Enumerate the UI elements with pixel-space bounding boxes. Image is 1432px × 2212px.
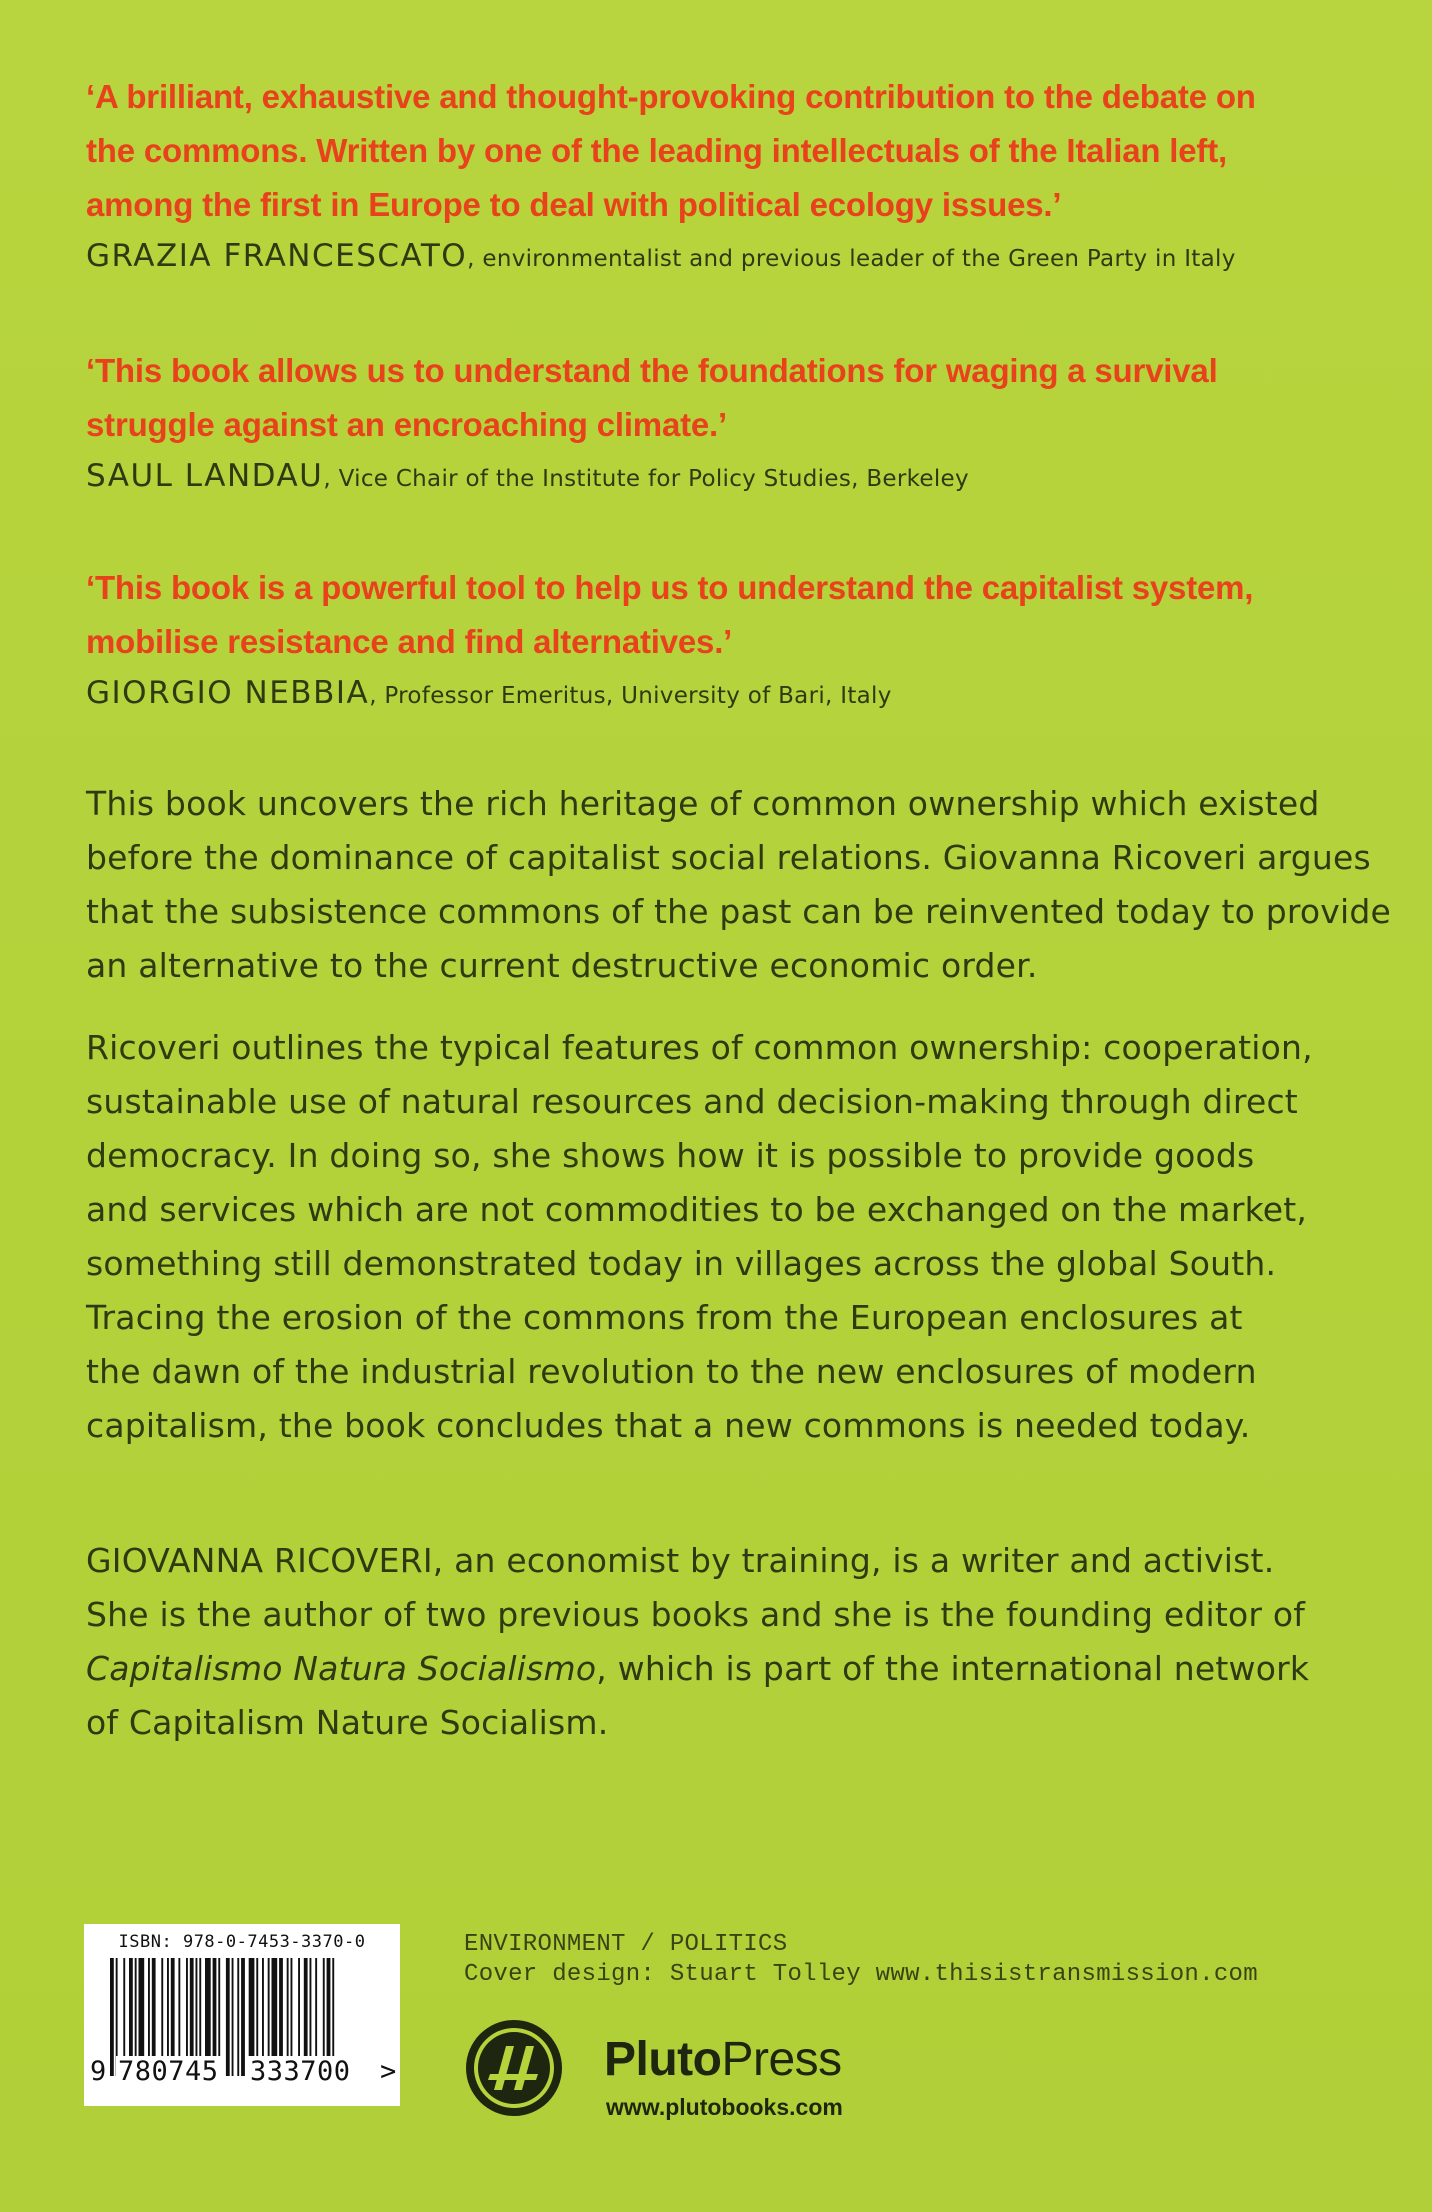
cover-meta xyxy=(464,1930,1258,1990)
isbn-label: ISBN: 978-0-7453-3370-0 xyxy=(118,1932,366,1952)
isbn-barcode: ISBN: 978-0-7453-3370-0 9 780745 333700 > xyxy=(84,1924,400,2106)
endorsement-quote-2 xyxy=(86,344,1376,505)
endorsement-quote-1 xyxy=(86,70,1376,285)
author-bio: GIOVANNA RICOVERI, an economist by training, is a writer and activist. She is the author of two previous books and she is the founding editor of Capitalismo Natura Socialismo, which is part of the international network of Capitalism Nature Socialism. xyxy=(86,1541,1310,1742)
description-paragraph-2: Ricoveri outlines the typical features of common ownership: cooperation, sustainable use of natural resources and decision-making through direct democracy. In doing so, she shows how it is possible to provide goods and services which are not commodities to be exchanged on the market, something still demonstrated today in villages across the global South. Tracing the erosion of the commons from the European enclosures at the dawn of the industrial revolution to the new enclosures of modern capitalism, the book concludes that a new commons is needed today. xyxy=(86,1028,1313,1445)
endorser-role: , environmentalist and previous leader of the Green Party in Italy xyxy=(467,246,1236,272)
quote-text: ‘This book allows us to understand the foundations for waging a survival struggle against an encroaching climate.’ xyxy=(86,352,1218,443)
quote-attribution xyxy=(86,232,1376,285)
barcode-bar xyxy=(241,1958,245,2076)
barcode-bar xyxy=(110,1958,114,2076)
endorser-name: GIORGIO NEBBIA xyxy=(86,675,370,711)
barcode-bar xyxy=(226,1958,230,2076)
endorser-role: , Professor Emeritus, University of Bari, Italy xyxy=(369,683,892,709)
publisher-name: PlutoPress xyxy=(604,2033,842,2086)
quote-attribution xyxy=(86,452,1376,505)
publisher-url: www.plutobooks.com xyxy=(606,2094,843,2120)
barcode-bar xyxy=(237,1958,239,2076)
quote-text: ‘This book is a powerful tool to help us to understand the capitalist system, mobilise resistance and find alternatives.’ xyxy=(86,569,1254,660)
barcode-bar xyxy=(232,1958,234,2076)
pluto-press-logo-icon xyxy=(464,2018,564,2118)
description-paragraph-1: This book uncovers the rich heritage of common ownership which existed before the dominance of capitalist social relations. Giovanna Ricoveri argues that the subsistence commons of the past can be reinvented today to provide an alternative to the current destructive economic order. xyxy=(86,784,1392,985)
quote-attribution xyxy=(86,669,1376,722)
journal-title: Capitalismo Natura Socialismo xyxy=(86,1649,597,1688)
subject-category: ENVIRONMENT / POLITICS xyxy=(464,1931,788,1958)
quote-text: ‘A brilliant, exhaustive and thought-provoking contribution to the debate on the commons. Written by one of the leading intellectuals of the Italian left, among the first in Europe to deal with political ecology issues.’ xyxy=(86,78,1256,223)
cover-design-credit: Cover design: Stuart Tolley www.thisistransmission.com xyxy=(464,1961,1258,1988)
endorsement-quote-3 xyxy=(86,561,1376,722)
endorser-role: , Vice Chair of the Institute for Policy Studies, Berkeley xyxy=(323,466,969,492)
endorser-name: SAUL LANDAU xyxy=(86,458,324,494)
endorser-name: GRAZIA FRANCESCATO xyxy=(86,238,468,274)
